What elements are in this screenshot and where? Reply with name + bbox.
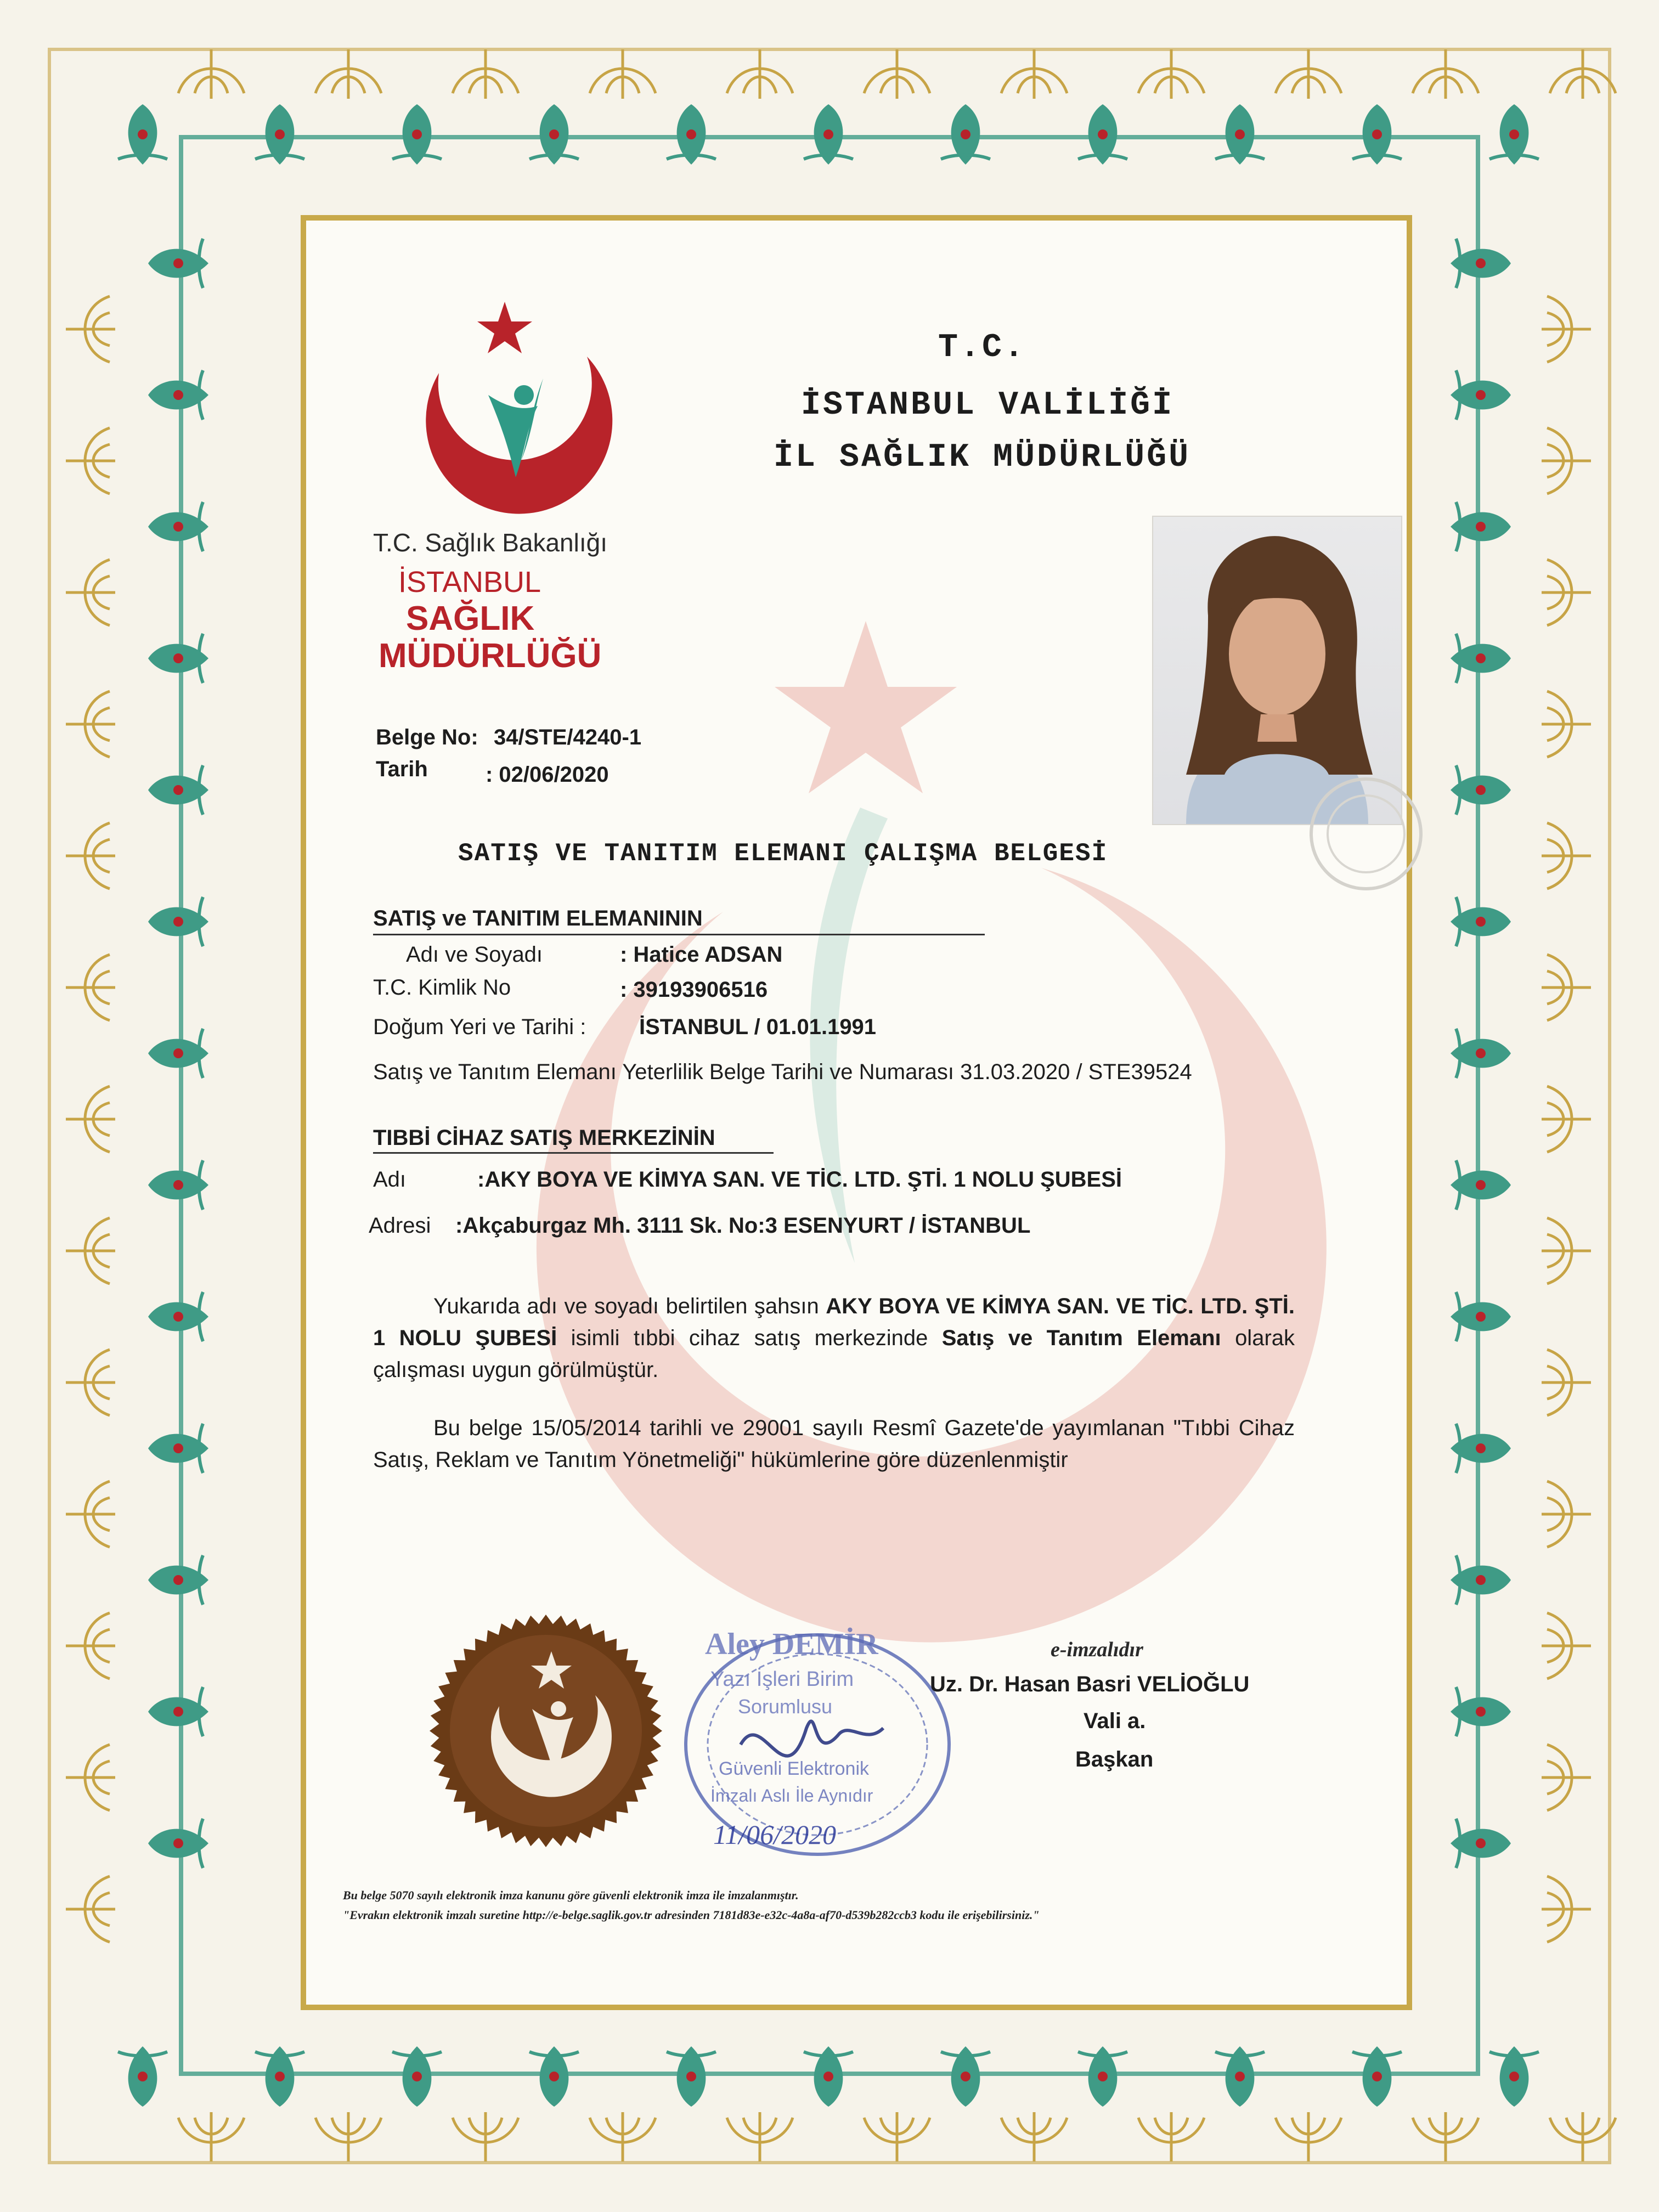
tulip-ornament-icon	[148, 634, 208, 683]
tulip-ornament-icon	[1451, 1160, 1511, 1210]
tulip-ornament-icon	[1215, 104, 1265, 165]
gold-flourish-icon	[1550, 49, 1616, 99]
logo-star-icon	[477, 302, 532, 353]
tulip-ornament-icon	[148, 1555, 208, 1605]
tulip-ornament-icon	[392, 2046, 442, 2107]
person-section-heading: SATIŞ ve TANITIM ELEMANININ	[373, 906, 703, 930]
gold-flourish-icon	[66, 1745, 115, 1810]
tulip-ornament-icon	[941, 2046, 990, 2107]
gold-flourish-icon	[1138, 49, 1204, 99]
e-signed-label: e-imzalıdır	[1051, 1638, 1143, 1661]
header-mudurluk: İL SAĞLIK MÜDÜRLÜĞÜ	[774, 439, 1191, 476]
tulip-ornament-icon	[529, 104, 579, 165]
gold-flourish-icon	[66, 691, 115, 757]
name-label: Adı ve Soyadı	[406, 943, 543, 967]
tulip-ornament-icon	[1078, 2046, 1127, 2107]
tulip-ornament-icon	[1451, 1424, 1511, 1473]
center-name-value: :AKY BOYA VE KİMYA SAN. VE TİC. LTD. ŞTİ. 1 NOLU ŞUBESİ	[477, 1167, 1122, 1192]
footer-note-2: "Evrakın elektronik imzalı suretine http://e-belge.saglik.gov.tr adresinden 7181d83e-e32c-4a8a-af70-d539b282ccb3 kodu ile erişebilirsiniz."	[343, 1908, 1040, 1922]
signer-title: Başkan	[1075, 1747, 1154, 1771]
center-section-underline	[373, 1152, 774, 1154]
gold-flourish-icon	[66, 955, 115, 1020]
tulip-ornament-icon	[529, 2046, 579, 2107]
gold-flourish-icon	[1542, 691, 1591, 757]
photo-embossed-seal	[1306, 752, 1437, 916]
gold-flourish-icon	[1542, 1218, 1591, 1284]
approval-text-a: Yukarıda adı ve soyadı belirtilen şahsın	[433, 1294, 826, 1318]
birth-label: Doğum Yeri ve Tarihi :	[373, 1015, 586, 1039]
gold-flourish-icon	[66, 560, 115, 625]
tulip-ornament-icon	[1451, 1292, 1511, 1341]
document-title: SATIŞ VE TANITIM ELEMANI ÇALIŞMA BELGESİ	[458, 839, 1108, 868]
footer-note-1: Bu belge 5070 sayılı elektronik imza kanunu göre güvenli elektronik imza ile imzalanmıştır.	[343, 1888, 799, 1902]
tulip-ornament-icon	[667, 104, 716, 165]
tulip-ornament-icon	[148, 1687, 208, 1736]
signer-name: Uz. Dr. Hasan Basri VELİOĞLU	[930, 1672, 1250, 1696]
tulip-ornament-icon	[148, 502, 208, 551]
gold-flourish-icon	[66, 1086, 115, 1152]
tulip-ornament-icon	[118, 104, 167, 165]
gold-flourish-icon	[727, 49, 793, 99]
gold-flourish-icon	[315, 2112, 381, 2162]
gold-flourish-icon	[1276, 49, 1341, 99]
tulip-ornament-icon	[1451, 634, 1511, 683]
tulip-ornament-icon	[667, 2046, 716, 2107]
tulip-ornament-icon	[148, 1819, 208, 1868]
tc-label: T.C. Kimlik No	[373, 975, 511, 1000]
logo-dept-text-1: SAĞLIK	[406, 600, 535, 637]
stamp-line-3: Güvenli Elektronik	[719, 1758, 870, 1779]
gold-flourish-icon	[1413, 49, 1479, 99]
tc-value: : 39193906516	[620, 978, 768, 1002]
tulip-ornament-icon	[1451, 1555, 1511, 1605]
tulip-ornament-icon	[1451, 1687, 1511, 1736]
gold-flourish-icon	[1542, 955, 1591, 1020]
gold-flourish-icon	[66, 1613, 115, 1679]
tulip-ornament-icon	[148, 1160, 208, 1210]
header-tc: T.C.	[938, 329, 1026, 366]
tulip-ornament-icon	[941, 104, 990, 165]
logo-dept-text-2: MÜDÜRLÜĞÜ	[379, 637, 602, 675]
tulip-ornament-icon	[1451, 765, 1511, 815]
center-section-heading: TIBBİ CİHAZ SATIŞ MERKEZİNİN	[373, 1126, 715, 1150]
gold-flourish-icon	[453, 49, 518, 99]
tulip-ornament-icon	[804, 104, 853, 165]
birth-value: İSTANBUL / 01.01.1991	[639, 1015, 877, 1039]
tulip-ornament-icon	[1451, 1029, 1511, 1078]
tulip-ornament-icon	[1078, 104, 1127, 165]
center-address-label: Adresi	[369, 1214, 431, 1238]
ministry-seal	[428, 1613, 664, 1849]
tulip-ornament-icon	[148, 370, 208, 420]
tulip-ornament-icon	[1451, 370, 1511, 420]
tulip-ornament-icon	[148, 897, 208, 946]
approval-text-c: isimli tıbbi cihaz satış merkezinde	[557, 1326, 942, 1350]
gold-flourish-icon	[1550, 2112, 1616, 2162]
person-section-underline	[373, 934, 985, 935]
tulip-ornament-icon	[1451, 239, 1511, 288]
logo-ministry-text: T.C. Sağlık Bakanlığı	[373, 528, 607, 557]
gold-flourish-icon	[864, 49, 930, 99]
gold-flourish-icon	[1276, 2112, 1341, 2162]
tulip-ornament-icon	[1215, 2046, 1265, 2107]
tulip-ornament-icon	[148, 239, 208, 288]
tulip-ornament-icon	[148, 765, 208, 815]
gold-flourish-icon	[1542, 1481, 1591, 1547]
gold-flourish-icon	[315, 49, 381, 99]
tarih-value: : 02/06/2020	[486, 763, 609, 787]
gold-flourish-icon	[1001, 2112, 1067, 2162]
handwritten-signature-icon	[741, 1721, 883, 1756]
stamp-name: Aley DEMİR	[705, 1627, 878, 1661]
belge-no-value: 34/STE/4240-1	[494, 725, 642, 749]
gold-flourish-icon	[1542, 296, 1591, 362]
gold-flourish-icon	[66, 1218, 115, 1284]
tulip-ornament-icon	[1352, 2046, 1402, 2107]
gold-flourish-icon	[1542, 1745, 1591, 1810]
gold-flourish-icon	[1542, 1613, 1591, 1679]
signer-role: Vali a.	[1084, 1709, 1146, 1733]
tulip-ornament-icon	[1489, 104, 1539, 165]
gold-flourish-icon	[1542, 428, 1591, 494]
gold-flourish-icon	[1542, 1876, 1591, 1942]
belge-no-label: Belge No:	[376, 725, 478, 749]
tulip-ornament-icon	[804, 2046, 853, 2107]
header-valilik: İSTANBUL VALİLİĞİ	[801, 387, 1175, 424]
gold-flourish-icon	[66, 1876, 115, 1942]
approval-text-e: olarak çalışması uygun görülmüştür.	[373, 1326, 1295, 1382]
center-address-value: :Akçaburgaz Mh. 3111 Sk. No:3 ESENYURT / İSTANBUL	[455, 1214, 1031, 1238]
tulip-ornament-icon	[1489, 2046, 1539, 2107]
approval-role: Satış ve Tanıtım Elemanı	[941, 1326, 1221, 1350]
gold-flourish-icon	[66, 296, 115, 362]
gold-flourish-icon	[1413, 2112, 1479, 2162]
gold-flourish-icon	[1138, 2112, 1204, 2162]
gold-flourish-icon	[590, 2112, 656, 2162]
tarih-label: Tarih	[376, 757, 428, 781]
name-value: : Hatice ADSAN	[620, 943, 783, 967]
tulip-ornament-icon	[148, 1029, 208, 1078]
approval-paragraph	[373, 1290, 1295, 1386]
gold-flourish-icon	[453, 2112, 518, 2162]
tulip-ornament-icon	[255, 2046, 304, 2107]
stamp-line-1: Yazı İşleri Birim	[710, 1668, 854, 1691]
tulip-ornament-icon	[1451, 897, 1511, 946]
regulation-paragraph: Bu belge 15/05/2014 tarihli ve 29001 sayılı Resmî Gazete'de yayımlanan "Tıbbi Cihaz Satış, Reklam ve Tanıtım Yönetmeliği" hükümlerine göre düzenlenmiştir	[373, 1416, 1295, 1472]
stamp-line-4: İmzalı Aslı İle Aynıdır	[710, 1786, 873, 1805]
gold-flourish-icon	[1542, 823, 1591, 889]
tulip-ornament-icon	[148, 1292, 208, 1341]
qualification-text: Satış ve Tanıtım Elemanı Yeterlilik Belge Tarihi ve Numarası 31.03.2020 / STE39524	[373, 1060, 1192, 1084]
ministry-logo	[406, 296, 614, 527]
gold-flourish-icon	[727, 2112, 793, 2162]
tulip-ornament-icon	[1451, 1819, 1511, 1868]
stamp-line-2: Sorumlusu	[738, 1695, 833, 1718]
logo-city-text: İSTANBUL	[398, 566, 541, 599]
stamp-date: 11/06/2020	[713, 1819, 837, 1850]
tulip-ornament-icon	[118, 2046, 167, 2107]
gold-flourish-icon	[864, 2112, 930, 2162]
tulip-ornament-icon	[148, 1424, 208, 1473]
tulip-ornament-icon	[255, 104, 304, 165]
gold-flourish-icon	[66, 428, 115, 494]
gold-flourish-icon	[1542, 1350, 1591, 1415]
gold-flourish-icon	[1542, 560, 1591, 625]
gold-flourish-icon	[66, 1481, 115, 1547]
gold-flourish-icon	[66, 1350, 115, 1415]
gold-flourish-icon	[1542, 1086, 1591, 1152]
gold-flourish-icon	[178, 49, 244, 99]
tulip-ornament-icon	[1352, 104, 1402, 165]
approval-company: AKY BOYA VE KİMYA SAN. VE TİC. LTD. ŞTİ. 1 NOLU ŞUBESİ	[373, 1294, 1295, 1350]
gold-flourish-icon	[66, 823, 115, 889]
gold-flourish-icon	[1001, 49, 1067, 99]
gold-flourish-icon	[178, 2112, 244, 2162]
tulip-ornament-icon	[392, 104, 442, 165]
center-name-label: Adı	[373, 1167, 407, 1192]
gold-flourish-icon	[590, 49, 656, 99]
tulip-ornament-icon	[1451, 502, 1511, 551]
